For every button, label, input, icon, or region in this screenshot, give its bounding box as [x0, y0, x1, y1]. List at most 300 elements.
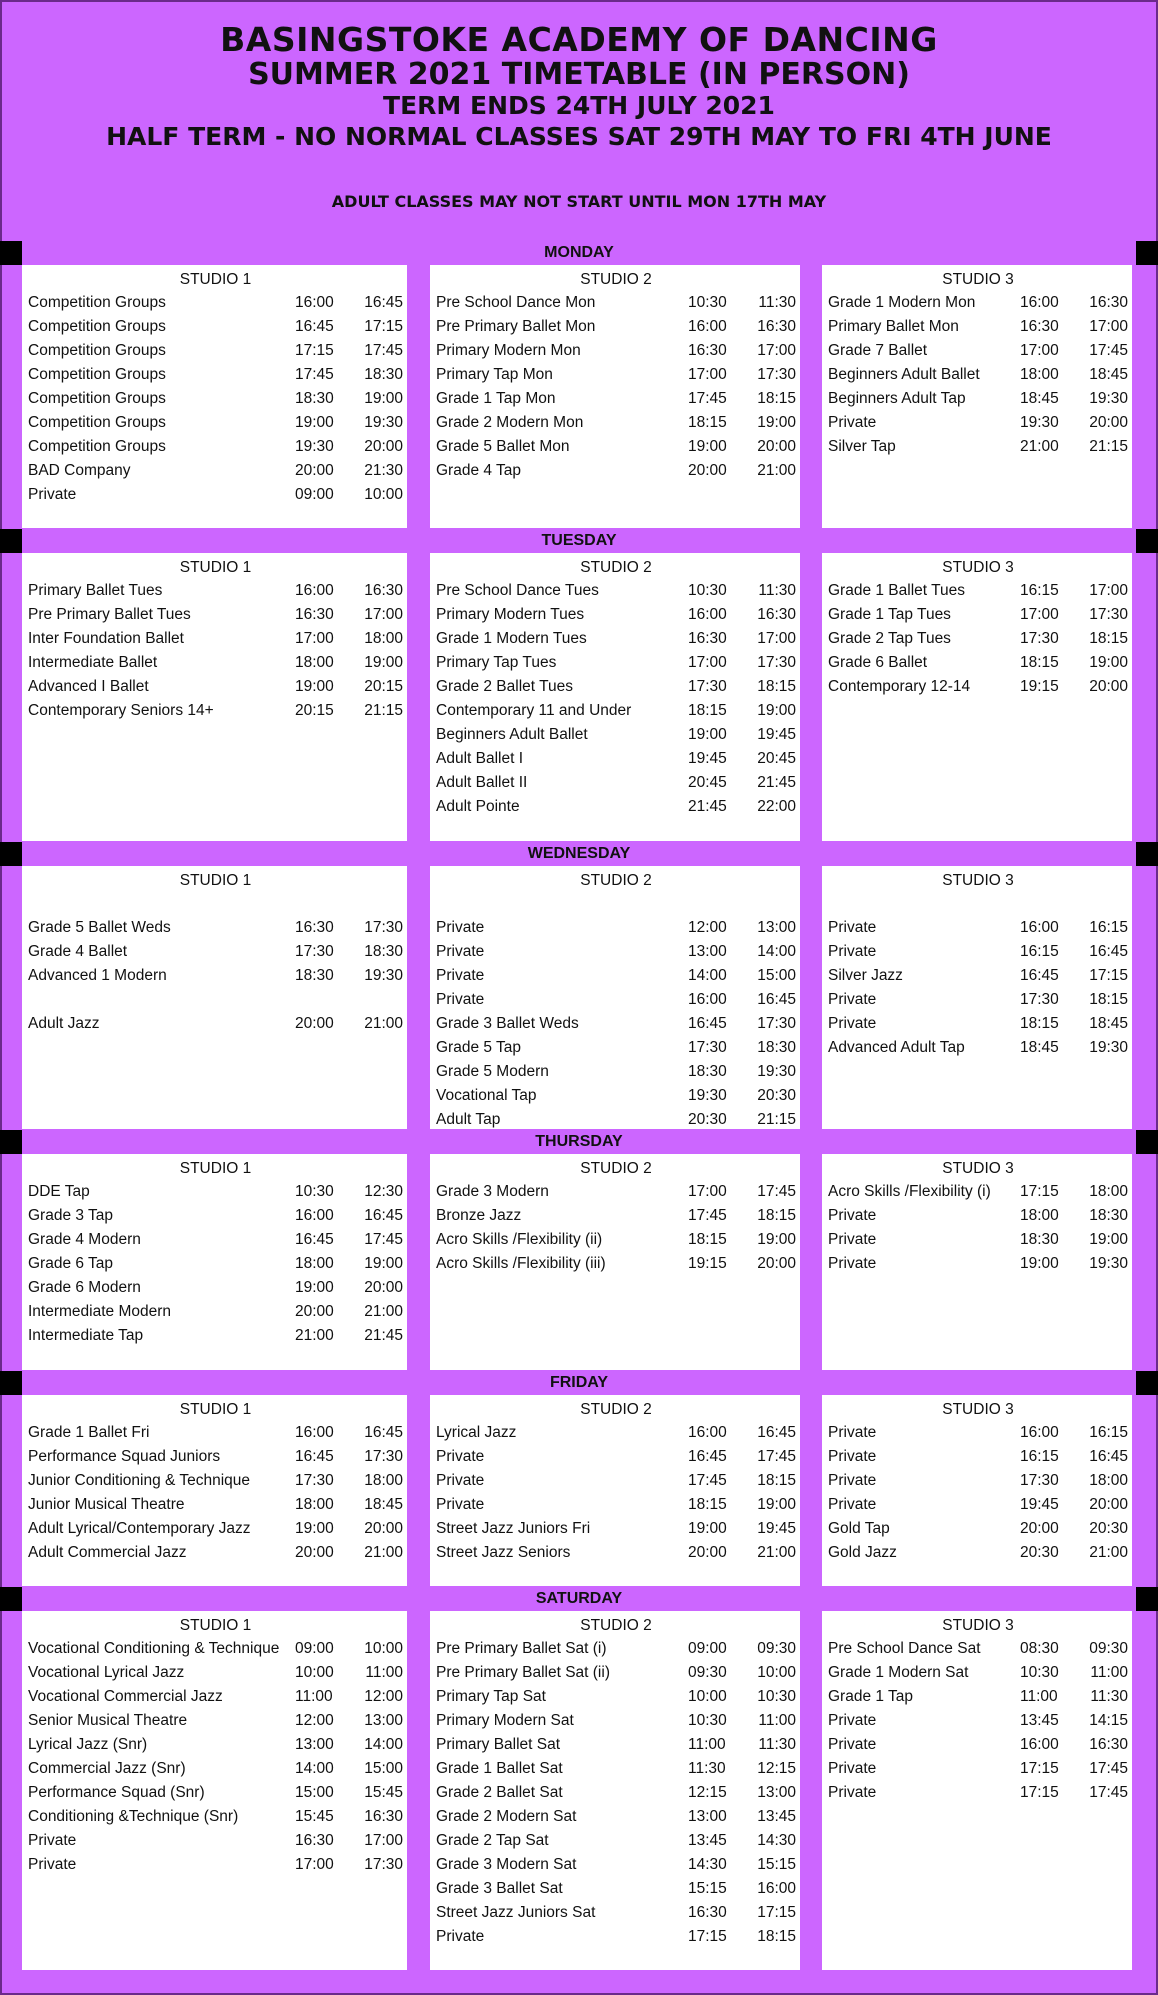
studio-title: STUDIO 2 [580, 559, 652, 576]
class-name: Grade 3 Ballet Sat [436, 1880, 563, 1897]
studio-title: STUDIO 2 [580, 271, 652, 288]
day-header-thursday [0, 1130, 1158, 1154]
start-time: 20:00 [1020, 1520, 1059, 1537]
class-name: Advanced I Ballet [28, 678, 149, 695]
class-row [828, 1036, 1128, 1060]
start-time: 16:15 [1020, 1448, 1059, 1465]
end-time: 21:30 [364, 462, 403, 479]
end-time: 16:45 [757, 1424, 796, 1441]
start-time: 19:00 [295, 1279, 334, 1296]
end-time: 11:30 [1090, 1688, 1128, 1705]
class-row [436, 1204, 796, 1228]
end-time: 16:30 [364, 1808, 403, 1825]
class-name: Contemporary 11 and Under [436, 702, 632, 719]
end-time: 20:00 [364, 1520, 403, 1537]
corner-marker [0, 1130, 22, 1154]
end-time: 22:00 [757, 798, 796, 815]
class-row [28, 1661, 403, 1685]
class-name: Primary Modern Tues [436, 606, 585, 623]
start-time: 13:00 [688, 1808, 727, 1825]
start-time: 18:30 [688, 1063, 727, 1080]
end-time: 17:15 [1089, 967, 1128, 984]
start-time: 18:15 [688, 414, 727, 431]
end-time: 16:30 [757, 318, 796, 335]
day-label: WEDNESDAY [527, 845, 631, 862]
start-time: 18:15 [688, 702, 727, 719]
studio-title: STUDIO 3 [942, 1401, 1014, 1418]
start-time: 19:45 [688, 750, 727, 767]
class-row [28, 1757, 403, 1781]
class-name: Beginners Adult Tap [828, 390, 966, 407]
class-row [28, 1637, 403, 1661]
start-time: 16:00 [688, 991, 727, 1008]
start-time: 09:00 [295, 1640, 334, 1657]
class-name: Private [28, 1856, 77, 1873]
class-name: Beginners Adult Ballet [828, 366, 980, 383]
studio-panel [430, 553, 800, 841]
class-row [436, 291, 796, 315]
class-name: Vocational Lyrical Jazz [28, 1664, 185, 1681]
class-row [436, 747, 796, 771]
end-time: 16:30 [364, 582, 403, 599]
start-time: 21:00 [295, 1327, 334, 1344]
start-time: 16:45 [688, 1015, 727, 1032]
class-name: Grade 1 Ballet Tues [828, 582, 965, 599]
start-time: 14:00 [688, 967, 727, 984]
class-row [28, 1445, 403, 1469]
end-time: 19:45 [757, 726, 796, 743]
end-time: 18:00 [364, 630, 403, 647]
end-time: 09:30 [1089, 1640, 1128, 1657]
class-row [828, 1180, 1128, 1204]
studio-title: STUDIO 2 [580, 872, 652, 889]
start-time: 11:00 [295, 1688, 333, 1705]
start-time: 19:15 [688, 1255, 727, 1272]
start-time: 17:30 [1020, 991, 1059, 1008]
class-name: Street Jazz Seniors [436, 1544, 571, 1561]
class-name: Grade 4 Ballet [28, 943, 128, 960]
start-time: 17:00 [1020, 606, 1059, 623]
class-name: Primary Modern Sat [436, 1712, 574, 1729]
class-row [436, 1060, 796, 1084]
class-name: Junior Conditioning & Technique [28, 1472, 251, 1489]
class-name: Competition Groups [28, 342, 166, 359]
start-time: 16:30 [1020, 318, 1059, 335]
end-time: 20:00 [757, 1255, 796, 1272]
start-time: 20:15 [295, 702, 334, 719]
studio-title: STUDIO 3 [942, 271, 1014, 288]
end-time: 17:30 [364, 1856, 403, 1873]
class-name: Gold Tap [828, 1520, 890, 1537]
end-time: 18:15 [757, 1472, 796, 1489]
start-time: 17:00 [688, 366, 727, 383]
class-row [436, 1517, 796, 1541]
corner-marker [1136, 1371, 1158, 1395]
class-row [28, 603, 403, 627]
class-row [828, 1445, 1128, 1469]
class-name: Private [436, 943, 485, 960]
class-row [436, 1252, 796, 1276]
start-time: 16:30 [688, 342, 727, 359]
class-row [828, 1012, 1128, 1036]
class-name: Private [828, 1760, 877, 1777]
end-time: 16:15 [1089, 1424, 1128, 1441]
start-time: 16:45 [295, 318, 334, 335]
studio-title: STUDIO 3 [942, 559, 1014, 576]
day-label: THURSDAY [535, 1133, 623, 1150]
class-name: Pre School Dance Mon [436, 294, 596, 311]
class-name: Competition Groups [28, 414, 166, 431]
end-time: 10:00 [757, 1664, 796, 1681]
studio-panel [430, 866, 800, 1129]
class-row [28, 1805, 403, 1829]
class-row [436, 627, 796, 651]
start-time: 08:30 [1020, 1640, 1059, 1657]
end-time: 16:30 [1089, 1736, 1128, 1753]
class-name: Adult Ballet II [436, 774, 528, 791]
start-time: 18:45 [1020, 1039, 1059, 1056]
class-name: Private [828, 1231, 877, 1248]
end-time: 15:00 [364, 1760, 403, 1777]
class-row [436, 988, 796, 1012]
end-time: 18:15 [757, 1928, 796, 1945]
class-name: Adult Pointe [436, 798, 520, 815]
class-row [28, 459, 403, 483]
class-row [436, 1853, 796, 1877]
start-time: 10:30 [1020, 1664, 1059, 1681]
start-time: 11:30 [688, 1760, 726, 1777]
start-time: 10:00 [295, 1664, 334, 1681]
class-row [828, 1204, 1128, 1228]
class-row [828, 1637, 1128, 1661]
class-row [436, 339, 796, 363]
end-time: 18:15 [1089, 630, 1128, 647]
start-time: 16:30 [688, 630, 727, 647]
start-time: 16:45 [1020, 967, 1059, 984]
studio-title: STUDIO 3 [942, 872, 1014, 889]
end-time: 16:45 [364, 1207, 403, 1224]
class-name: Grade 2 Modern Sat [436, 1808, 577, 1825]
class-row [436, 771, 796, 795]
studio-title: STUDIO 2 [580, 1160, 652, 1177]
start-time: 17:30 [1020, 630, 1059, 647]
start-time: 10:00 [688, 1688, 727, 1705]
studio-panel [430, 1395, 800, 1586]
class-row [436, 699, 796, 723]
class-row [436, 1637, 796, 1661]
class-name: Adult Commercial Jazz [28, 1544, 187, 1561]
studio-panel [822, 1154, 1132, 1370]
adult-classes-notice: ADULT CLASSES MAY NOT START UNTIL MON 17TH MAY [331, 192, 827, 211]
end-time: 19:30 [1089, 1039, 1128, 1056]
end-time: 17:45 [1089, 342, 1128, 359]
class-name: DDE Tap [28, 1183, 90, 1200]
end-time: 17:45 [757, 1183, 796, 1200]
class-row [828, 1733, 1128, 1757]
end-time: 20:00 [1089, 414, 1128, 431]
end-time: 20:00 [1089, 1496, 1128, 1513]
class-row [436, 411, 796, 435]
class-row [28, 363, 403, 387]
class-row [828, 1421, 1128, 1445]
class-name: Inter Foundation Ballet [28, 630, 184, 647]
start-time: 16:00 [688, 1424, 727, 1441]
class-row [28, 291, 403, 315]
class-row [436, 1877, 796, 1901]
day-header-monday [0, 241, 1158, 265]
start-time: 20:00 [688, 1544, 727, 1561]
class-row [828, 627, 1128, 651]
start-time: 10:30 [688, 294, 727, 311]
start-time: 17:30 [688, 1039, 727, 1056]
corner-marker [0, 1587, 22, 1611]
end-time: 18:15 [757, 1207, 796, 1224]
corner-marker [1136, 842, 1158, 866]
end-time: 13:00 [757, 1784, 796, 1801]
class-name: Private [828, 1015, 877, 1032]
class-row [436, 1012, 796, 1036]
end-time: 17:45 [757, 1448, 796, 1465]
class-row [28, 1421, 403, 1445]
class-name: Vocational Commercial Jazz [28, 1688, 223, 1705]
class-row [436, 1108, 796, 1132]
academy-title: BASINGSTOKE ACADEMY OF DANCING [220, 20, 938, 59]
class-name: Junior Musical Theatre [28, 1496, 185, 1513]
end-time: 17:15 [364, 318, 403, 335]
end-time: 17:30 [757, 366, 796, 383]
end-time: 11:00 [365, 1664, 403, 1681]
class-row [828, 1757, 1128, 1781]
class-name: Pre Primary Ballet Mon [436, 318, 596, 335]
class-name: Grade 1 Modern Sat [828, 1664, 969, 1681]
class-name: Competition Groups [28, 366, 166, 383]
end-time: 21:15 [364, 702, 403, 719]
day-label: FRIDAY [549, 1374, 609, 1391]
end-time: 19:45 [757, 1520, 796, 1537]
start-time: 14:30 [688, 1856, 727, 1873]
end-time: 21:00 [364, 1544, 403, 1561]
start-time: 19:30 [688, 1087, 727, 1104]
class-name: Grade 1 Modern Mon [828, 294, 976, 311]
class-row [828, 315, 1128, 339]
class-row [28, 699, 403, 723]
start-time: 12:15 [688, 1784, 727, 1801]
class-name: Primary Ballet Tues [28, 582, 163, 599]
start-time: 16:00 [295, 294, 334, 311]
start-time: 17:30 [688, 678, 727, 695]
start-time: 15:00 [295, 1784, 334, 1801]
start-time: 15:15 [688, 1880, 727, 1897]
class-row [828, 1781, 1128, 1805]
class-row [828, 363, 1128, 387]
end-time [351, 988, 403, 1012]
end-time: 12:15 [757, 1760, 796, 1777]
day-label: MONDAY [544, 244, 614, 261]
class-row [28, 483, 403, 507]
class-name: Street Jazz Juniors Sat [436, 1904, 596, 1921]
class-name: Grade 3 Ballet Weds [436, 1015, 579, 1032]
studio-title: STUDIO 1 [179, 271, 252, 288]
start-time: 20:00 [295, 462, 334, 479]
end-time: 18:45 [1089, 366, 1128, 383]
end-time: 17:30 [1089, 606, 1128, 623]
end-time: 16:45 [364, 1424, 403, 1441]
class-row [28, 988, 403, 1012]
end-time: 20:00 [364, 438, 403, 455]
class-name: Contemporary Seniors 14+ [28, 702, 214, 719]
day-header-wednesday [0, 842, 1158, 866]
class-name: Silver Jazz [828, 967, 903, 984]
start-time: 19:45 [1020, 1496, 1059, 1513]
class-name: Private [436, 1448, 485, 1465]
end-time: 19:00 [364, 1255, 403, 1272]
class-name [828, 892, 1020, 916]
class-row [828, 387, 1128, 411]
end-time: 18:15 [757, 678, 796, 695]
class-row [436, 892, 796, 916]
end-time: 19:00 [757, 1231, 796, 1248]
class-name: Private [828, 943, 877, 960]
end-time: 12:30 [364, 1183, 403, 1200]
class-name: Private [828, 1784, 877, 1801]
end-time: 15:15 [757, 1856, 796, 1873]
class-name: Intermediate Modern [28, 1303, 172, 1320]
class-row [28, 1012, 403, 1036]
start-time: 16:00 [688, 318, 727, 335]
start-time: 17:00 [295, 1856, 334, 1873]
class-row [828, 291, 1128, 315]
start-time: 16:00 [295, 1424, 334, 1441]
end-time: 18:30 [364, 943, 403, 960]
end-time: 18:15 [757, 390, 796, 407]
class-name: Competition Groups [28, 318, 166, 335]
start-time: 21:00 [1020, 438, 1059, 455]
class-row [28, 651, 403, 675]
class-row [436, 603, 796, 627]
end-time: 18:00 [1089, 1183, 1128, 1200]
class-name: Private [436, 919, 485, 936]
class-name: Private [828, 1255, 877, 1272]
class-row [436, 459, 796, 483]
start-time: 17:15 [1020, 1784, 1059, 1801]
class-name: Pre School Dance Sat [828, 1640, 981, 1657]
studio-panel [822, 1395, 1132, 1586]
start-time: 18:15 [688, 1496, 727, 1513]
class-row [28, 387, 403, 411]
start-time: 13:00 [295, 1736, 334, 1753]
class-row [828, 1541, 1128, 1565]
end-time: 14:30 [757, 1832, 796, 1849]
end-time: 18:00 [1089, 1472, 1128, 1489]
class-row [436, 1036, 796, 1060]
class-name: Pre School Dance Tues [436, 582, 599, 599]
class-row [28, 940, 403, 964]
class-row [828, 892, 1128, 916]
class-name: Adult Jazz [28, 1015, 100, 1032]
class-name: Private [828, 1496, 877, 1513]
class-row [28, 1781, 403, 1805]
start-time: 18:15 [688, 1231, 727, 1248]
class-row [28, 1733, 403, 1757]
class-name: Private [828, 1207, 877, 1224]
end-time: 21:00 [364, 1303, 403, 1320]
end-time: 17:00 [757, 342, 796, 359]
start-time: 20:30 [688, 1111, 727, 1128]
end-time: 19:00 [1089, 654, 1128, 671]
end-time: 20:00 [1089, 678, 1128, 695]
class-name: BAD Company [28, 462, 131, 479]
end-time: 19:30 [757, 1063, 796, 1080]
class-name: Pre Primary Ballet Sat (ii) [436, 1664, 610, 1681]
class-row [436, 1493, 796, 1517]
studio-title: STUDIO 3 [942, 1160, 1014, 1177]
start-time [688, 892, 744, 916]
class-name: Private [436, 967, 485, 984]
end-time: 17:30 [364, 919, 403, 936]
end-time: 11:30 [758, 582, 796, 599]
start-time: 16:00 [295, 582, 334, 599]
end-time: 19:00 [757, 702, 796, 719]
start-time: 20:00 [295, 1303, 334, 1320]
start-time: 11:00 [1020, 1688, 1058, 1705]
class-row [436, 1421, 796, 1445]
class-row [436, 1781, 796, 1805]
day-header-saturday [0, 1587, 1158, 1611]
end-time: 19:30 [364, 414, 403, 431]
class-row [436, 1469, 796, 1493]
start-time: 10:30 [688, 582, 727, 599]
end-time: 16:15 [1089, 919, 1128, 936]
start-time: 17:00 [688, 1183, 727, 1200]
class-row [28, 1517, 403, 1541]
class-name: Grade 1 Tap [828, 1688, 914, 1705]
class-name: Bronze Jazz [436, 1207, 522, 1224]
end-time: 13:00 [364, 1712, 403, 1729]
class-row [828, 579, 1128, 603]
studio-panel [22, 1395, 407, 1586]
class-name: Acro Skills /Flexibility (ii) [436, 1231, 603, 1248]
class-name [28, 892, 295, 916]
day-label: TUESDAY [541, 532, 617, 549]
start-time: 16:00 [1020, 919, 1059, 936]
class-row [436, 795, 796, 819]
end-time: 21:00 [1089, 1544, 1128, 1561]
class-name: Advanced 1 Modern [28, 967, 167, 984]
class-name: Primary Tap Mon [436, 366, 553, 383]
class-name: Grade 6 Ballet [828, 654, 928, 671]
class-name: Private [436, 1496, 485, 1513]
class-row [28, 675, 403, 699]
class-row [436, 387, 796, 411]
class-name: Grade 6 Modern [28, 1279, 141, 1296]
start-time: 20:00 [295, 1544, 334, 1561]
class-row [436, 1757, 796, 1781]
class-row [436, 651, 796, 675]
studio-title: STUDIO 3 [942, 1617, 1014, 1634]
start-time: 16:30 [688, 1904, 727, 1921]
class-row [828, 435, 1128, 459]
class-name: Primary Ballet Sat [436, 1736, 561, 1753]
end-time: 17:45 [364, 1231, 403, 1248]
start-time: 16:45 [688, 1448, 727, 1465]
start-time: 19:30 [295, 438, 334, 455]
end-time: 16:45 [364, 294, 403, 311]
end-time: 17:15 [757, 1904, 796, 1921]
class-row [828, 940, 1128, 964]
class-name: Private [436, 1928, 485, 1945]
class-row [436, 964, 796, 988]
studio-title: STUDIO 1 [179, 1160, 252, 1177]
